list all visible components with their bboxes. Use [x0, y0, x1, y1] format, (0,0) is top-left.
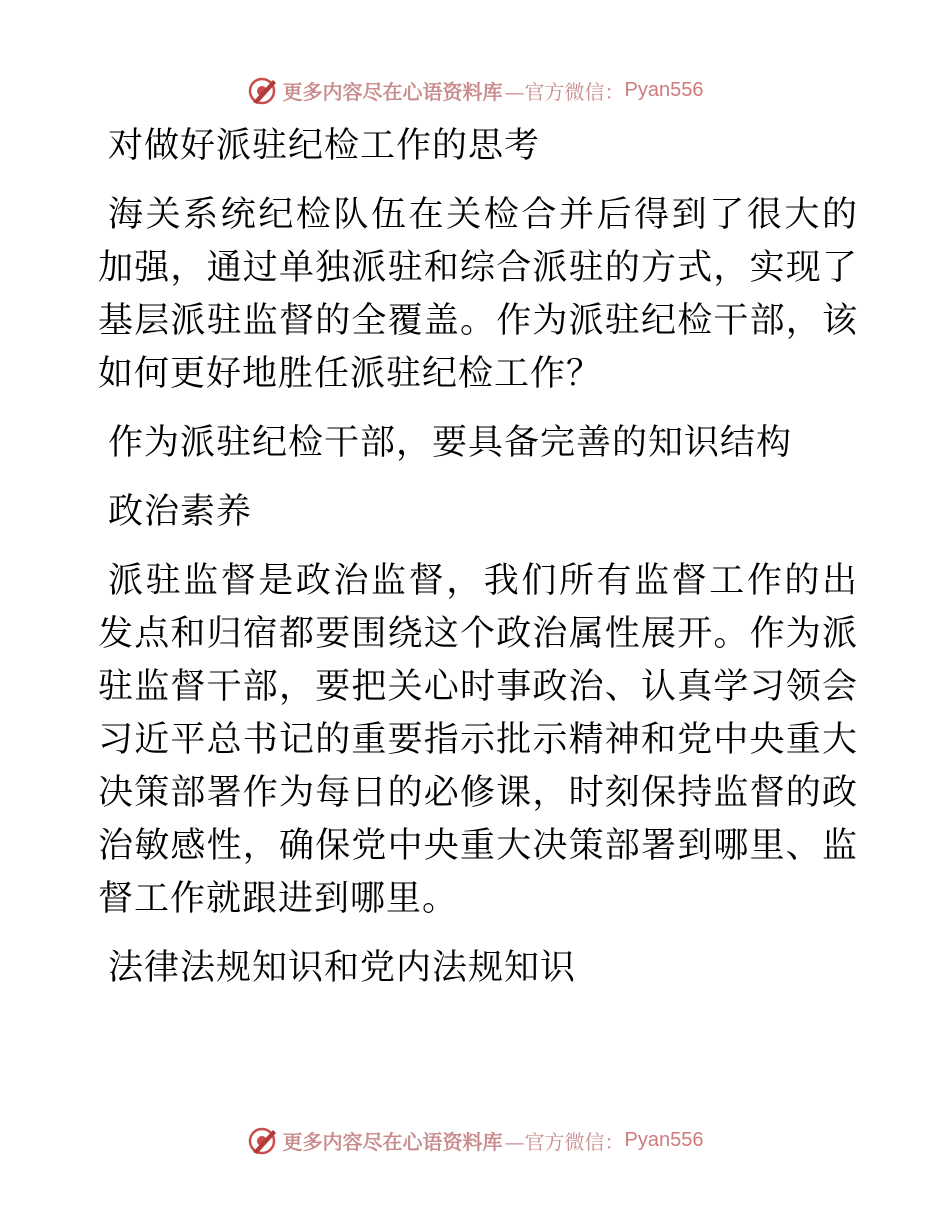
document-body [98, 120, 858, 1011]
wechat-label: —官方微信： [504, 79, 625, 104]
wechat-id: Pyan556 [624, 1128, 704, 1151]
paragraph-intro: 海关系统纪检队伍在关检合并后得到了很大的加强，通过单独派驻和综合派驻的方式，实现了基层派驻监督的全覆盖。作为派驻纪检干部，该如何更好地胜任派驻纪检工作？ [98, 195, 858, 394]
wechat-label: —官方微信： [504, 1129, 625, 1154]
watermark-text: 更多内容尽在心语资料库 [282, 1129, 503, 1154]
document-title: 对做好派驻纪检工作的思考 [108, 126, 541, 166]
quill-logo-icon [247, 74, 279, 106]
watermark-text: 更多内容尽在心语资料库 [282, 79, 503, 104]
quill-logo-icon [247, 1124, 279, 1156]
footer-watermark [0, 1120, 950, 1160]
header-watermark [0, 70, 950, 110]
section-heading-knowledge: 作为派驻纪检干部，要具备完善的知识结构 [108, 423, 793, 463]
subheading-political: 政治素养 [108, 492, 253, 532]
subheading-laws: 法律法规知识和党内法规知识 [108, 948, 577, 988]
wechat-id: Pyan556 [624, 78, 704, 101]
paragraph-political: 派驻监督是政治监督，我们所有监督工作的出发点和归宿都要围绕这个政治属性展开。作为派驻监督干部，要把关心时事政治、认真学习领会习近平总书记的重要指示批示精神和党中央重大决策部署作为每日的必修课，时刻保持监督的政治敏感性，确保党中央重大决策部署到哪里、监督工作就跟进到哪里。 [98, 561, 858, 919]
